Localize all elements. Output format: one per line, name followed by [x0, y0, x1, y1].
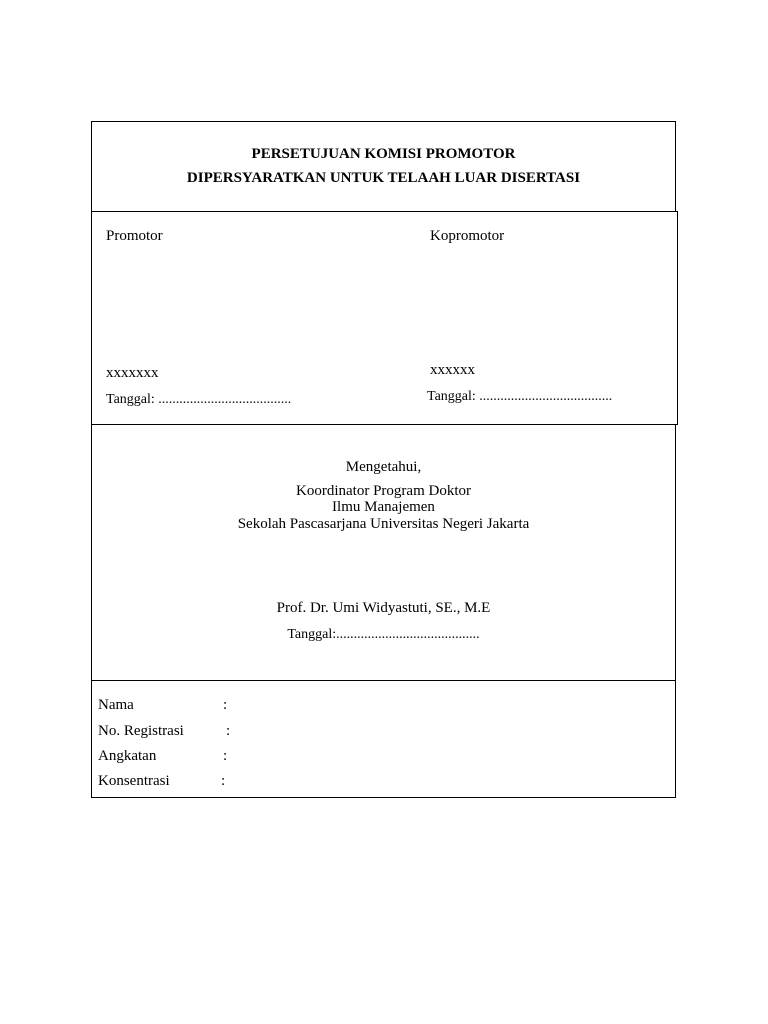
signer-date: Tanggal:.........................................	[287, 627, 480, 642]
form-title-line2: DIPERSYARATKAN UNTUK TELAAH LUAR DISERTASI	[186, 170, 581, 186]
field-nama-label: Nama	[98, 697, 134, 713]
field-konsentrasi-colon: :	[221, 773, 226, 789]
form-title-line1: PERSETUJUAN KOMISI PROMOTOR	[251, 146, 516, 162]
field-angkatan-colon: :	[223, 748, 228, 764]
header-box	[91, 121, 676, 212]
field-konsentrasi-label: Konsentrasi	[98, 773, 170, 789]
coordinator-title: Koordinator Program Doktor	[296, 483, 471, 499]
program-name: Ilmu Manajemen	[332, 499, 435, 515]
kopromotor-date: Tanggal: ......................................	[427, 389, 613, 404]
promotor-name: xxxxxxx	[106, 365, 159, 381]
institution-name: Sekolah Pascasarjana Universitas Negeri Jakarta	[237, 516, 530, 532]
field-nama-colon: :	[223, 697, 228, 713]
signer-name: Prof. Dr. Umi Widyastuti, SE., M.E	[276, 600, 491, 616]
kopromotor-label: Kopromotor	[430, 228, 505, 244]
promotor-label: Promotor	[106, 228, 163, 244]
field-registrasi-label: No. Registrasi	[98, 723, 184, 739]
promotor-date: Tanggal: ......................................	[106, 392, 292, 407]
kopromotor-name: xxxxxx	[430, 362, 475, 378]
acknowledgement-heading: Mengetahui,	[345, 459, 422, 475]
field-registrasi-colon: :	[226, 723, 231, 739]
field-angkatan-label: Angkatan	[98, 748, 157, 764]
